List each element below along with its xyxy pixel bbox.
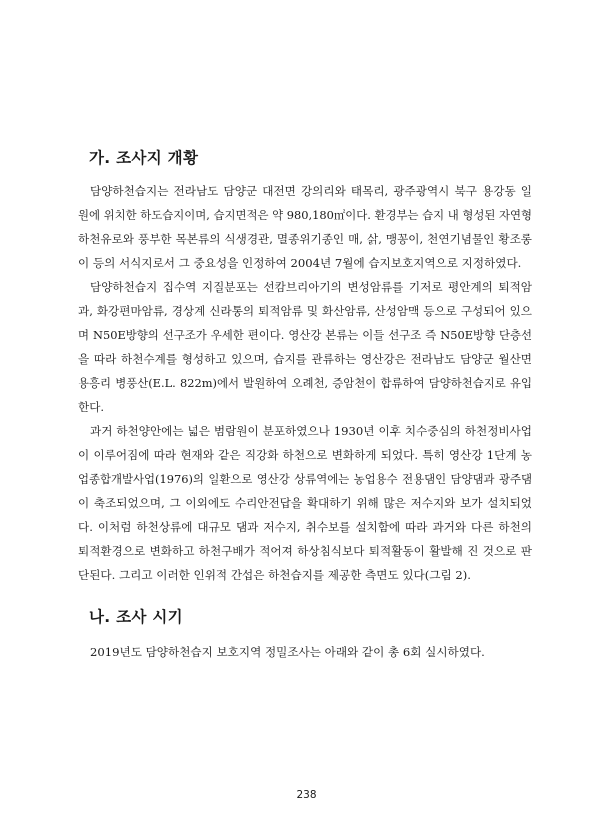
text-line: 단된다. 그리고 이러한 인위적 간섭은 하천습지를 제공한 측면도 있다(그림 2). xyxy=(78,568,471,582)
text-line: 이 축조되었으며, 그 이외에도 수리안전답을 확대하기 위해 많은 저수지와 보가 설치되었 xyxy=(78,496,532,510)
text-line: 한다. xyxy=(78,400,105,414)
section-heading-overview: 가. 조사지 개황 xyxy=(89,149,199,167)
text-line: 담양하천습지는 전라남도 담양군 대전면 강의리와 태목리, 광주광역시 북구 용강동 일 xyxy=(90,184,532,198)
text-line: 며 N50E방향의 선구조가 우세한 편이다. 영산강 본류는 이들 선구조 즉 N50E방향 단층선 xyxy=(78,328,532,342)
text-line: 이 이루어짐에 따라 현재와 같은 직강화 하천으로 변화하게 되었다. 특히 영산강 1단계 농 xyxy=(78,448,532,462)
text-line: 담양하천습지 집수역 지질분포는 선캄브리아기의 변성암류를 기저로 평안계의 퇴적암 xyxy=(90,280,532,294)
text-line: 다. 이처럼 하천상류에 대규모 댐과 저수지, 취수보를 설치함에 따라 과거와 다른 하천의 xyxy=(78,520,532,534)
text-line: 용흥리 병풍산(E.L. 822m)에서 발원하여 오례천, 증암천이 합류하여 담양하천습지로 유입 xyxy=(78,376,532,390)
survey-period-paragraph: 2019년도 담양하천습지 보호지역 정밀조사는 아래와 같이 총 6회 실시하였다. xyxy=(90,645,485,659)
text-line: 과거 하천양안에는 넓은 범람원이 분포하였으나 1930년 이후 치수중심의 하천정비사업 xyxy=(90,424,532,438)
section-heading-survey-period: 나. 조사 시기 xyxy=(89,608,183,626)
text-line: 과, 화강편마암류, 경상계 신라통의 퇴적암류 및 화산암류, 산성암맥 등으로 구성되어 있으 xyxy=(78,304,532,318)
text-line: 업종합개발사업(1976)의 일환으로 영산강 상류역에는 농업용수 전용댐인 담양댐과 광주댐 xyxy=(78,472,532,486)
text-line: 이 등의 서식지로서 그 중요성을 인정하여 2004년 7월에 습지보호지역으로 지정하였다. xyxy=(78,256,522,270)
text-line: 퇴적환경으로 변화하고 하천구배가 적어져 하상침식보다 퇴적활동이 활발해 진 것으로 판 xyxy=(78,544,532,558)
text-line: 원에 위치한 하도습지이며, 습지면적은 약 980,180㎡이다. 환경부는 습지 내 형성된 자연형 xyxy=(78,208,533,222)
text-line: 하천유로와 풍부한 목본류의 식생경관, 멸종위기종인 매, 삵, 맹꽁이, 천연기념물인 황조롱 xyxy=(78,232,532,246)
text-line: 을 따라 하천수계를 형성하고 있으며, 습지를 관류하는 영산강은 전라남도 담양군 월산면 xyxy=(78,352,532,366)
page-number: 238 xyxy=(296,789,317,801)
